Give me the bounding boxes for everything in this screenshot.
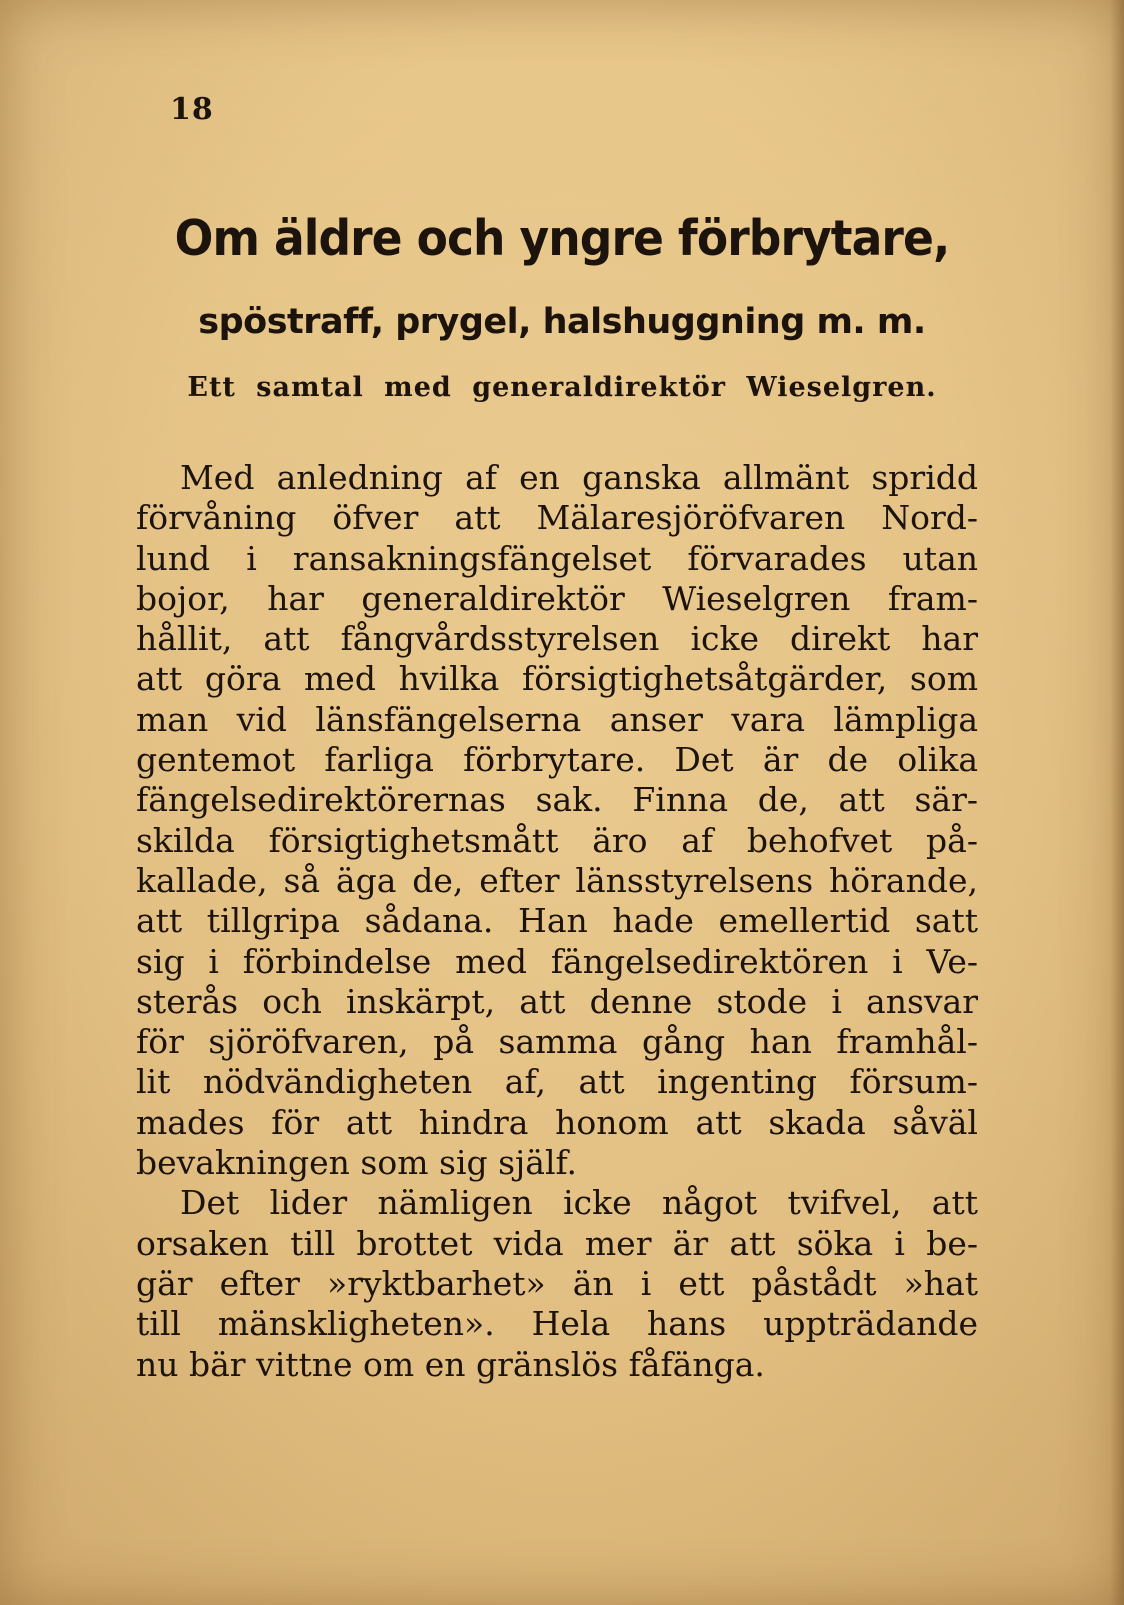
text-line: mades för att hindra honom att skada såväl [136,1102,978,1142]
text-line: kallade, så äga de, efter länsstyrelsens hörande, [136,860,978,900]
page-number: 18 [170,92,214,127]
text-line: att göra med hvilka försigtighetsåtgärder, som [136,659,978,699]
text-line: förvåning öfver att Mälaresjöröfvaren Nord- [136,498,978,538]
text-line: att tillgripa sådana. Han hade emellertid satt [136,901,978,941]
text-line: bevakningen som sig själf. [136,1143,578,1183]
page-edge-shadow [1110,0,1124,1605]
text-line: lund i ransakningsfängelset förvarades utan [136,538,978,578]
text-line: bojor, har generaldirektör Wieselgren fram- [136,578,978,618]
text-line: gär efter »ryktbarhet» än i ett påstådt »hat [136,1263,978,1303]
text-line: fängelsedirektörernas sak. Finna de, att sär- [136,780,978,820]
text-line: gentemot farliga förbrytare. Det är de olika [136,740,978,780]
text-line: Det lider nämligen icke något tvifvel, att [180,1183,978,1223]
text-line: lit nödvändigheten af, att ingenting försum- [136,1062,978,1102]
text-line: hållit, att fångvårdsstyrelsen icke direkt har [136,619,978,659]
text-line: man vid länsfängelserna anser vara lämpliga [136,699,978,739]
text-line: till mänskligheten». Hela hans uppträdande [136,1304,978,1344]
text-line: sterås och inskärpt, att denne stode i ansvar [136,981,978,1021]
article-subtitle: spöstraff, prygel, halshuggning m. m. [198,302,926,342]
article-byline: Ett samtal med generaldirektör Wieselgren. [187,372,937,403]
article-title: Om äldre och yngre förbrytare, [174,210,950,267]
text-line: skilda försigtighetsmått äro af behofvet på- [136,820,978,860]
text-line: för sjöröfvaren, på samma gång han framhål- [136,1022,978,1062]
text-line: Med anledning af en ganska allmänt spridd [180,458,978,497]
text-line: orsaken till brottet vida mer är att söka i be- [136,1223,978,1263]
article-body [136,458,978,1385]
text-line: sig i förbindelse med fängelsedirektören i Ve- [136,941,978,981]
text-line: nu bär vittne om en gränslös fåfänga. [136,1344,765,1384]
